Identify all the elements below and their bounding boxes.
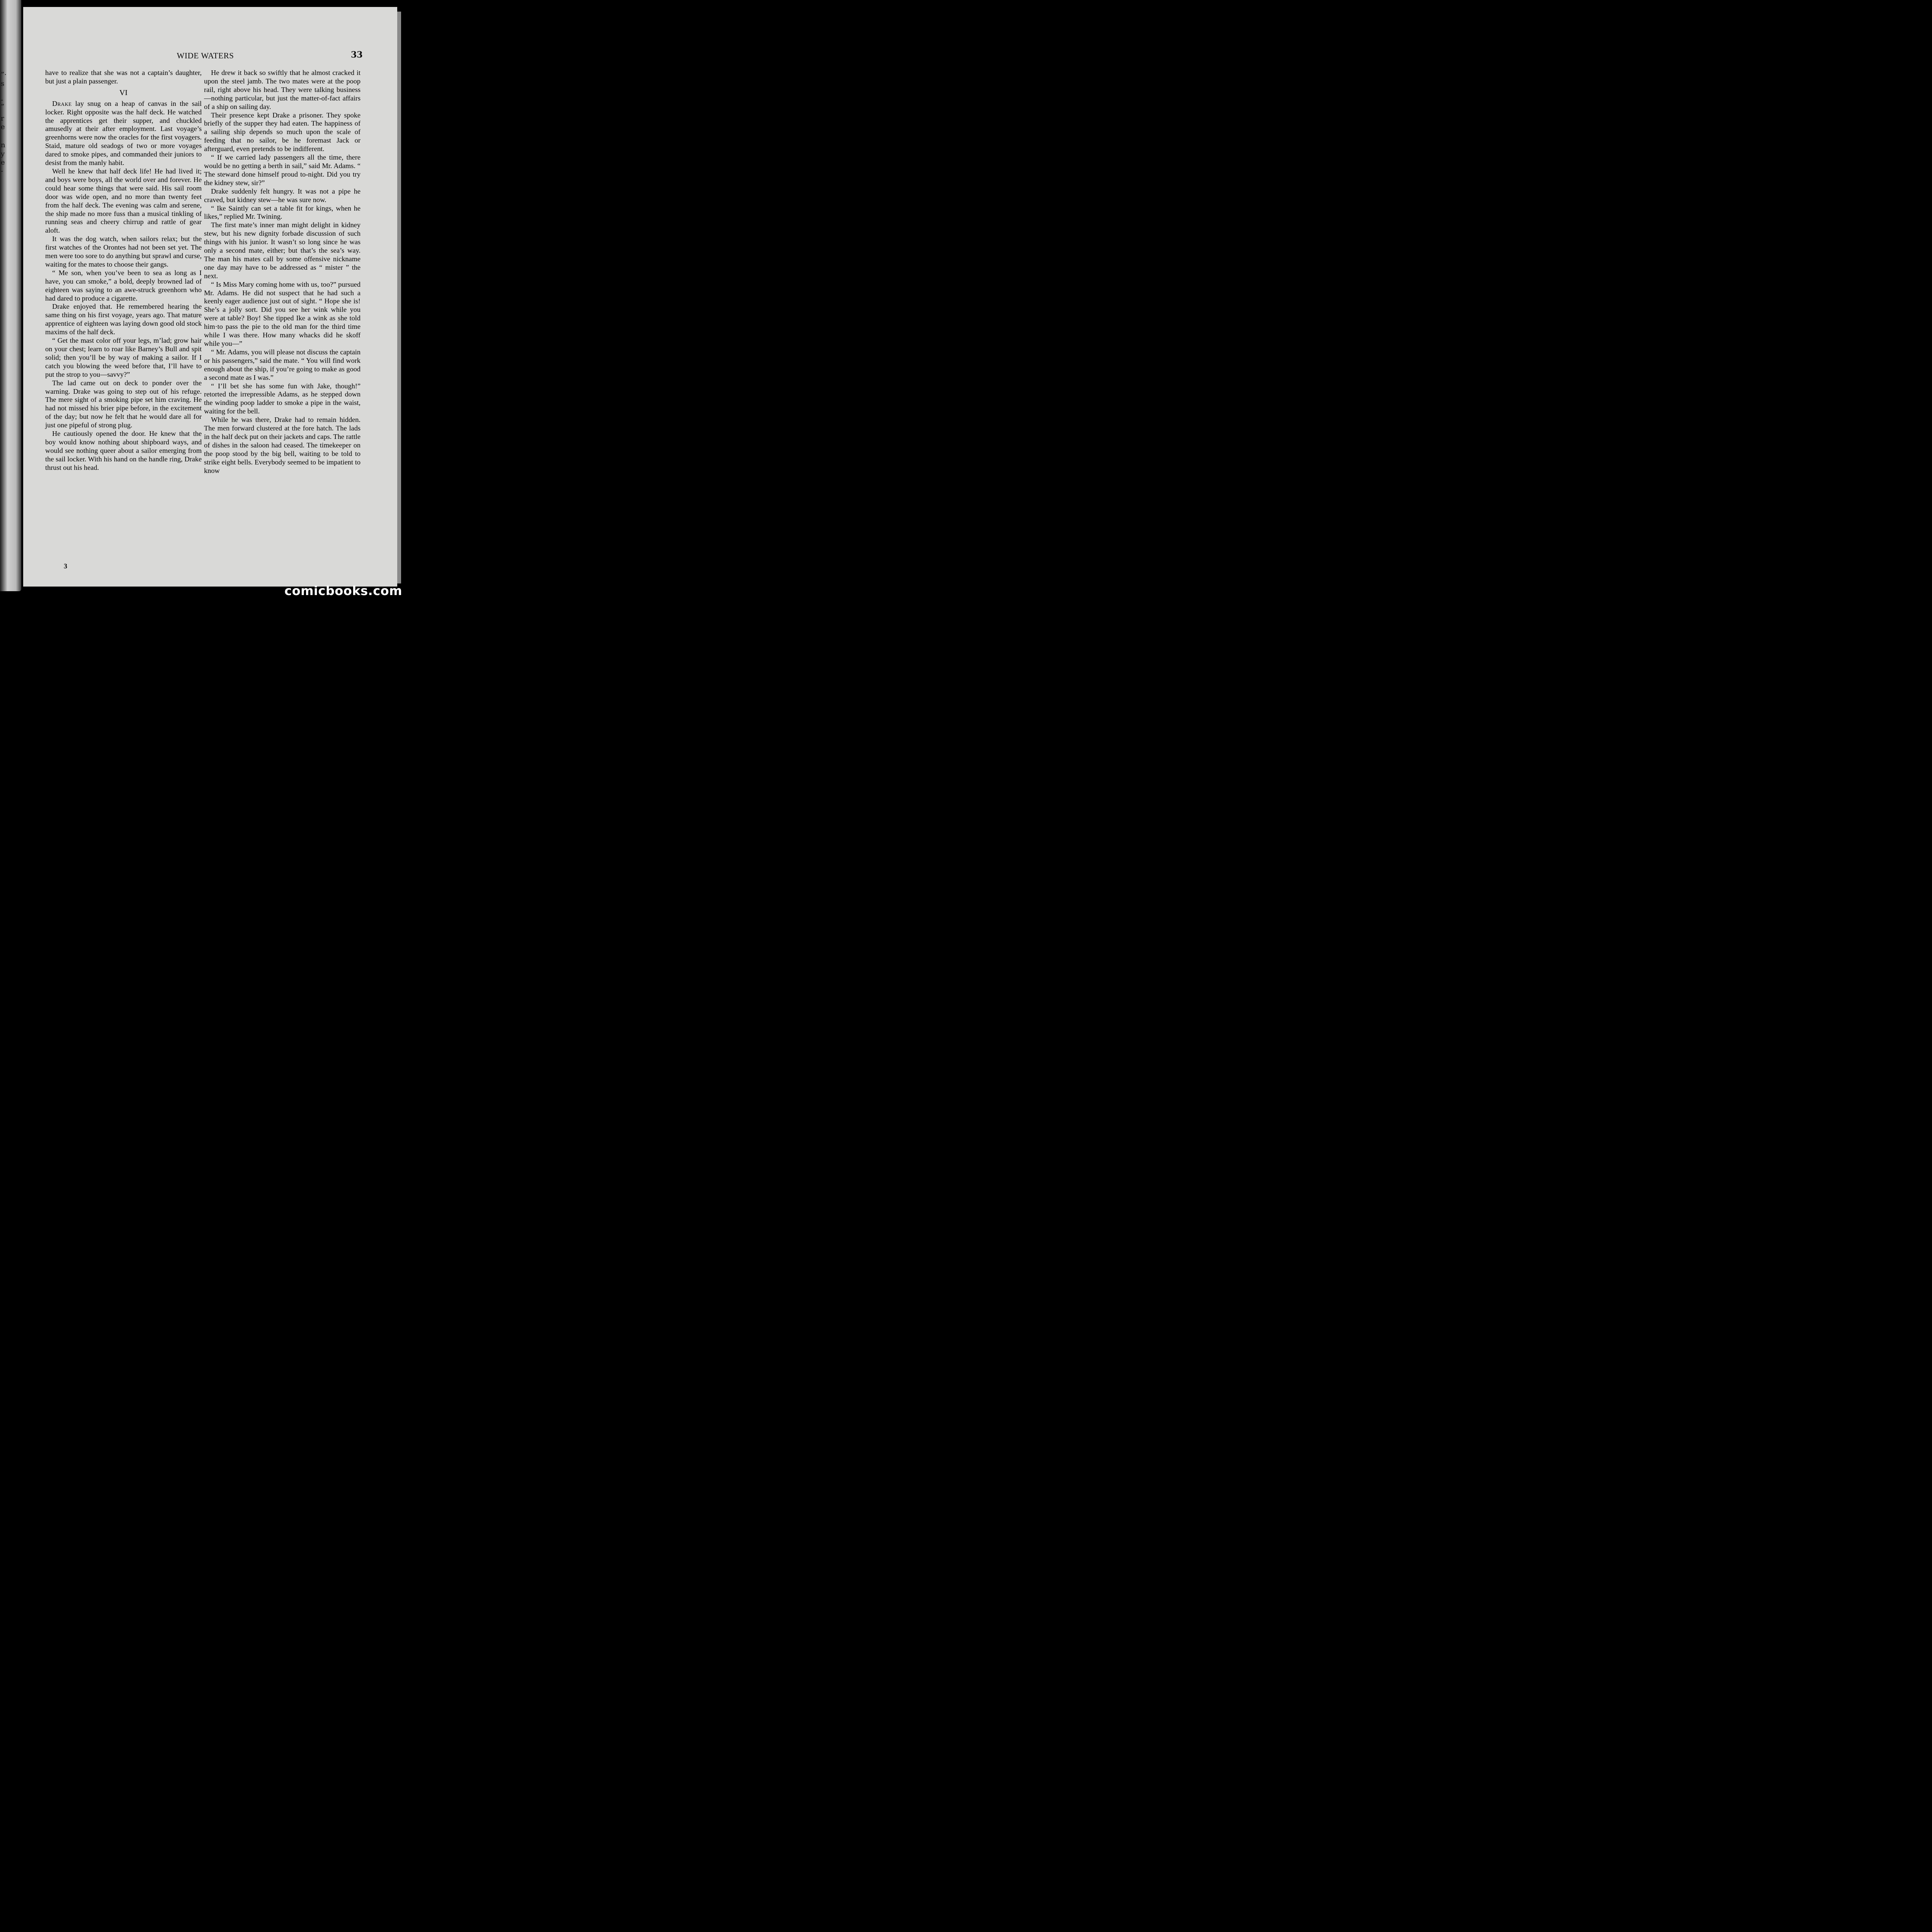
signature-mark: 3 xyxy=(64,562,67,570)
left-column xyxy=(45,69,202,472)
paragraph: “ Me son, when you’ve been to sea as long as I have, you can smoke,” a bold, deeply browned lad of eighteen was saying to an awe-struck greenhorn who had dared to produce a cigarette. xyxy=(45,269,202,302)
margin-fragment: y xyxy=(1,150,5,158)
margin-fragment: ”· xyxy=(1,71,7,79)
paragraph: Drake enjoyed that. He remembered hearing the same thing on his first voyage, years ago. That mature apprentice of eighteen was laying down good old stock maxims of the half deck. xyxy=(45,303,202,336)
watermark-text: comicbooks.com xyxy=(284,583,402,598)
paragraph: Drake suddenly felt hungry. It was not a pipe he craved, but kidney stew—he was sure now. xyxy=(204,187,361,204)
paragraph: Their presence kept Drake a prisoner. They spoke briefly of the supper they had eaten. The happiness of a sailing ship depends so much upon the scale of feeding that no sailor, be he foremast Jack or afterguard, even pretends to be indifferent. xyxy=(204,111,361,153)
margin-fragment: - xyxy=(1,96,3,104)
scanned-page xyxy=(0,0,411,606)
page-number: 33 xyxy=(351,50,363,60)
paragraph: “ Get the mast color off your legs, m’lad; grow hair on your chest; learn to roar like Barney’s Bull and spit solid; then you’ll be by way of making a sailor. If I catch you blowing the weed before that, I’ll have to put the strop to you—savvy?” xyxy=(45,337,202,378)
paragraph: “ I’ll bet she has some fun with Jake, though!” retorted the irrepressible Adams, as he stepped down the winding poop ladder to smoke a pipe in the waist, waiting for the bell. xyxy=(204,382,361,415)
running-head: WIDE WATERS xyxy=(177,51,234,60)
right-column xyxy=(204,69,361,475)
paragraph: The lad came out on deck to ponder over the warning. Drake was going to step out of his refuge. The mere sight of a smoking pipe set him craving. He had not missed his brier pipe before, in the excitement of the day; but now he felt that he would dare all for just one pipeful of strong plug. xyxy=(45,379,202,429)
paragraph: “ Is Miss Mary coming home with us, too?” pursued Mr. Adams. He did not suspect that he had such a keenly eager audience just out of sight. “ Hope she is! She’s a jolly sort. Did you see her wink while you were at table? Boy! She tipped Ike a wink as she told him·to pass the pie to the old man for the third time while I was there. How many whacks did he skoff while you—” xyxy=(204,280,361,347)
paragraph: It was the dog watch, when sailors relax; but the first watches of the Orontes had not been set yet. The men were too sore to do anything but sprawl and curse, waiting for the mates to choose their gangs. xyxy=(45,235,202,268)
paragraph: He cautiously opened the door. He knew that the boy would know nothing about shipboard ways, and would see nothing queer about a sailor emerging from the sail locker. With his hand on the handle ring, Drake thrust out his head. xyxy=(45,430,202,471)
margin-fragment: r xyxy=(1,114,4,122)
book-spine-edge xyxy=(397,12,401,583)
paragraph: Well he knew that half deck life! He had lived it; and boys were boys, all the world over and forever. He could hear some things that were said. His sail room door was wide open, and no more than twenty feet from the half deck. The evening was calm and serene, the ship made no more fuss than a musical tinkling of running seas and cheery chirrup and rattle of gear aloft. xyxy=(45,167,202,235)
opening-word: Drake xyxy=(52,99,72,107)
paragraph: While he was there, Drake had to remain hidden. The men forward clustered at the fore hatch. The lads in the half deck put on their jackets and caps. The rattle of dishes in the saloon had ceased. The timekeeper on the poop stood by the big bell, waiting to be told to strike eight bells. Everybody seemed to be impatient to know xyxy=(204,416,361,474)
margin-fragment: e xyxy=(1,123,5,131)
paragraph: The first mate’s inner man might delight in kidney stew, but his new dignity forbade discussion of such things with his junior. It wasn’t so long since he was only a second mate, either; but that’s the sea’s way. The man his mates call by some offensive nickname one day may have to be addressed as “ mister ” the next. xyxy=(204,221,361,280)
paragraph: He drew it back so swiftly that he almost cracked it upon the steel jamb. The two mates were at the poop rail, right above his head. They were talking business—nothing particυlar, but just the matter-of-fact affairs of a ship on sailing day. xyxy=(204,69,361,111)
margin-fragment: s xyxy=(1,80,5,88)
section-heading: VI xyxy=(119,88,128,97)
margin-fragment: - xyxy=(1,167,3,175)
margin-fragment: n xyxy=(1,141,5,149)
facing-page-edge xyxy=(0,0,21,591)
paragraph: “ If we carried lady passengers all the time, there would be no getting a berth in sail,” said Mr. Adams. “ The steward done himself proud to-night. Did you try the kidney stew, sir?” xyxy=(204,153,361,187)
paragraph: “ Mr. Adams, you will please not discuss the captain or his passengers,” said the mate. “ You will find work enough about the ship, if you’re going to make as good a second mate as I was.” xyxy=(204,348,361,381)
margin-fragment: ” xyxy=(1,103,5,111)
paragraph: “ Ike Saintly can set a table fit for kings, when he likes,” replied Mr. Twining. xyxy=(204,204,361,221)
margin-fragment: e xyxy=(1,158,5,167)
paragraph-text: lay snug on a heap of canvas in the sail locker. Right opposite was the half deck. He watched the apprentices get their supper, and chuckled amusedly at their after employment. Last voyage’s greenhorns were now the oracles for the first voyagers. Staid, mature old seadogs of two or more voyages dared to smoke pipes, and commanded their juniors to desist from the manly habit. xyxy=(45,99,202,167)
paragraph xyxy=(45,100,202,167)
paragraph: have to realize that she was not a captain’s daughter, but just a plain passenger. xyxy=(45,69,202,85)
